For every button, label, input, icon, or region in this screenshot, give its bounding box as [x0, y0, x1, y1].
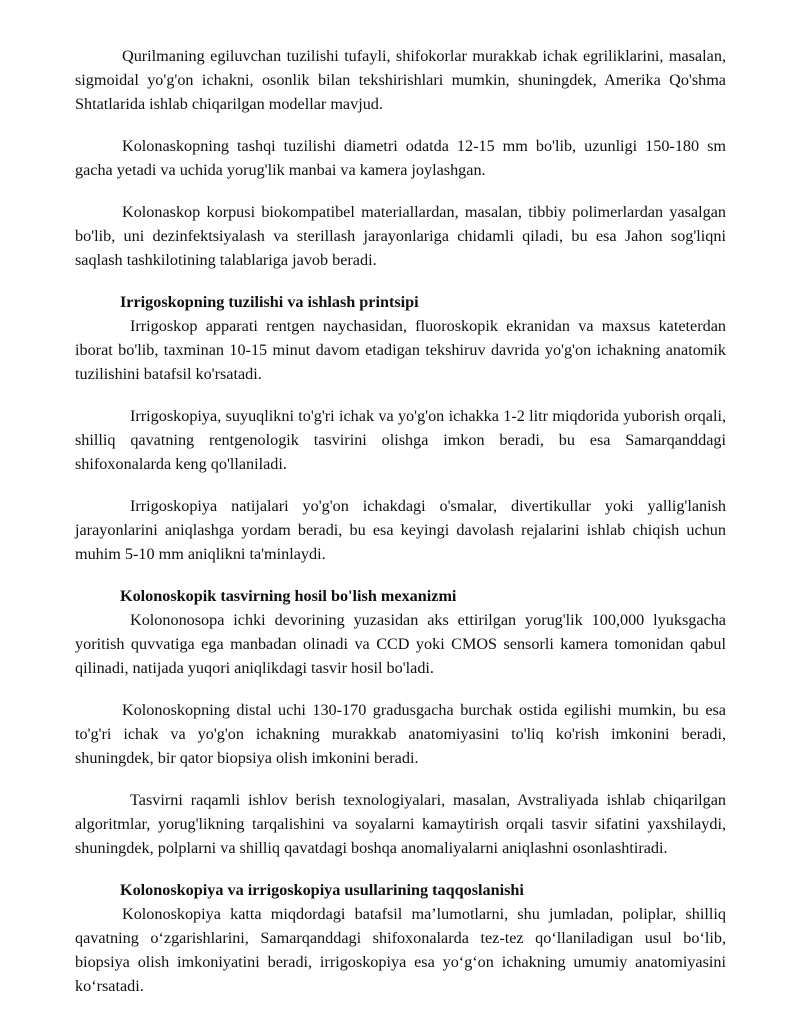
section-heading-irrigoskop: Irrigoskopning tuzilishi va ishlash printsipi — [120, 293, 419, 311]
kolonoskopik-paragraph-1: Kolononosopa ichki devorining yuzasidan aks ettirilgan yorug'lik 100,000 lyuksgacha yoritish quvvatiga ega manbadan olinadi va CCD yoki CMOS sensorli kamera tomonidan qabul qilinadi, natijada yuqori aniqlikdagi tasvir hosil bo'ladi. — [75, 611, 726, 677]
kolonoskopik-paragraph-2: Kolonoskopning distal uchi 130-170 gradusgacha burchak ostida egilishi mumkin, bu esa to'g'ri ichak va yo'g'on ichakning murakkab anatomiyasini to'liq ko'rish imkonini beradi, shuningdek, bir qator biopsiya olish imkonini beradi. — [75, 701, 726, 767]
irrigoskop-paragraph-2: Irrigoskopiya, suyuqlikni to'g'ri ichak va yo'g'on ichakka 1-2 litr miqdorida yuborish orqali, shilliq qavatning rentgenologik tasvirini olishga imkon beradi, bu esa Samarqanddagi shifoxonalarda keng qo'llaniladi. — [75, 407, 726, 473]
section-heading-kolonoskopik: Kolonoskopik tasvirning hosil bo'lish mexanizmi — [120, 587, 457, 605]
irrigoskop-paragraph-1: Irrigoskop apparati rentgen naychasidan, fluoroskopik ekranidan va maxsus kateterdan iborat bo'lib, taxminan 10-15 minut davom etadigan tekshiruv davrida yo'g'on ichakning anatomik tuzilishini batafsil ko'rsatadi. — [75, 317, 726, 383]
intro-paragraph-1: Qurilmaning egiluvchan tuzilishi tufayli, shifokorlar murakkab ichak egriliklarini, masalan, sigmoidal yo'g'on ichakni, osonlik bilan tekshirishlari mumkin, shuningdek, Amerika Qo'shma Shtatlarida ishlab chiqarilgan modellar mavjud. — [75, 47, 726, 113]
kolonoskopik-paragraph-3: Tasvirni raqamli ishlov berish texnologiyalari, masalan, Avstraliyada ishlab chiqarilgan algoritmlar, yorug'likning tarqalishini va soyalarni kamaytirish orqali tasvir sifatini yaxshilaydi, shuningdek, polplarni va shilliq qavatdagi boshqa anomaliyalarni aniqlashni osonlashtiradi. — [75, 791, 726, 857]
intro-paragraph-2: Kolonaskopning tashqi tuzilishi diametri odatda 12-15 mm bo'lib, uzunligi 150-180 sm gacha yetadi va uchida yorug'lik manbai va kamera joylashgan. — [75, 137, 726, 179]
document-page — [75, 44, 726, 1016]
intro-paragraph-3: Kolonaskop korpusi biokompatibel materiallardan, masalan, tibbiy polimerlardan yasalgan bo'lib, uni dezinfektsiyalash va sterillash jarayonlariga chidamli qiladi, bu esa Jahon sog'liqni saqlash tashkilotining talablariga javob beradi. — [75, 203, 726, 269]
section-heading-taqqoslash: Kolonoskopiya va irrigoskopiya usullarining taqqoslanishi — [120, 881, 524, 899]
taqqoslash-paragraph-1: Kolonoskopiya katta miqdordagi batafsil ma’lumotlarni, shu jumladan, poliplar, shilliq qavatning o‘zgarishlarini, Samarqanddagi shifoxonalarda tez-tez qo‘llaniladigan usul bo‘lib, biopsiya olish imkoniyatini beradi, irrigoskopiya esa yo‘g‘on ichakning umumiy anatomiyasini ko‘rsatadi. — [75, 905, 726, 995]
irrigoskop-paragraph-3: Irrigoskopiya natijalari yo'g'on ichakdagi o'smalar, divertikullar yoki yallig'lanish jarayonlarini aniqlashga yordam beradi, bu esa keyingi davolash rejalarini ishlab chiqish uchun muhim 5-10 mm aniqlikni ta'minlaydi. — [75, 497, 726, 563]
